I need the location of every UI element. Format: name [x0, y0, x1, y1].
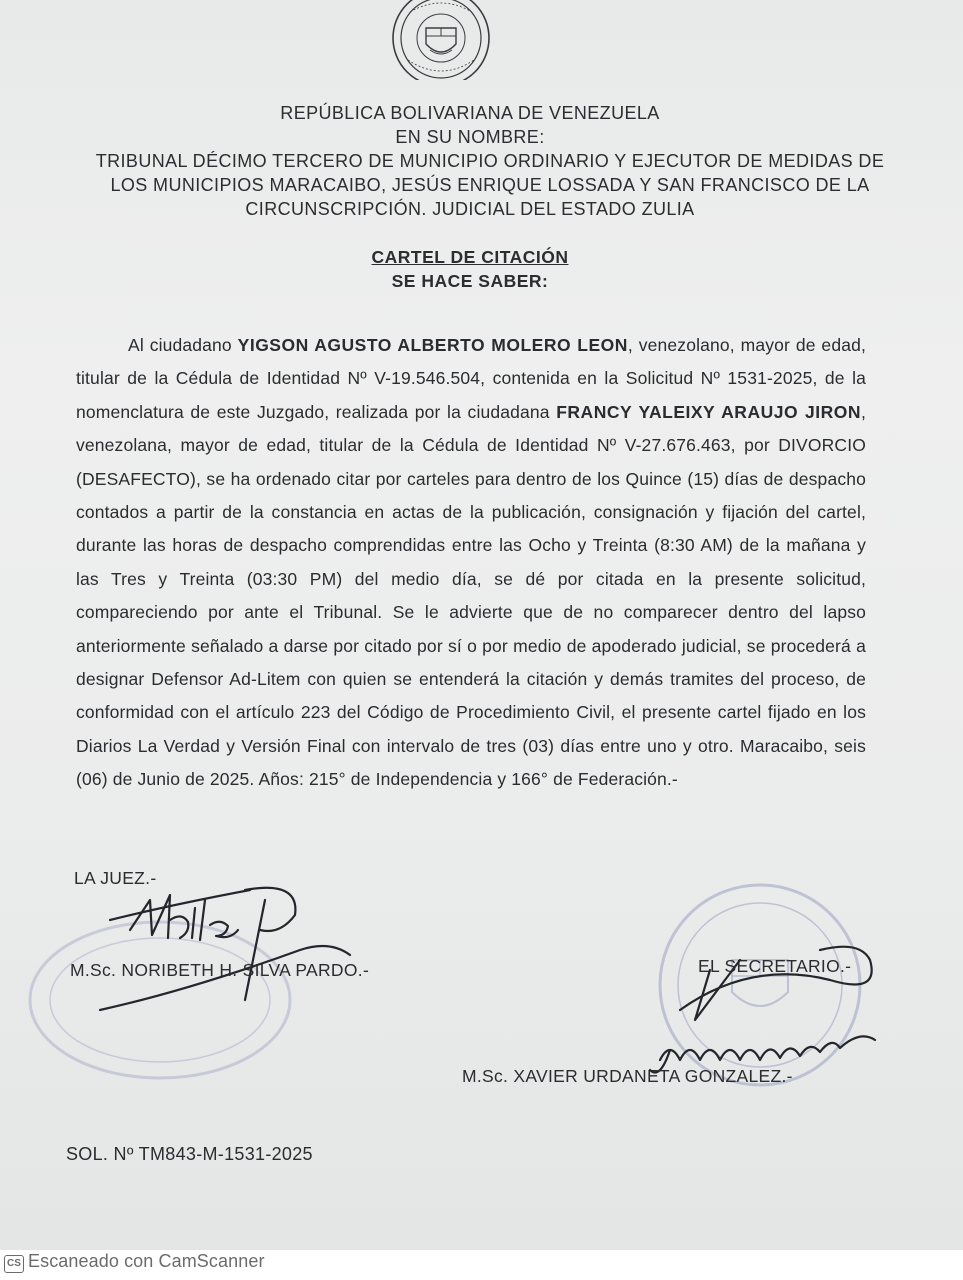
judge-signature-icon: [70, 860, 370, 1030]
body-text-part3: , venezolana, mayor de edad, titular de la Cédula de Identidad Nº V-27.676.463, por DIVORCIO (DESAFECTO), se ha ordenado citar por carteles para dentro de los Quince (15) días de despacho contados a partir de la constancia en actas de la publicación, consignación y fijación del cartel, durante las horas de despacho comprendidas entre las Ocho y Treinta (8:30 AM) de la mañana y las Tres y Treinta (03:30 PM) del medio día, se dé por citada en la presente solicitud, compareciendo por ante el Tribunal. Se le advierte que de no comparecer dentro del lapso anteriormente señalado a darse por citado por sí o por medio de apoderado judicial, se procederá a designar Defensor Ad-Litem con quien se entenderá la citación y demás tramites del proceso, de conformidad con el artículo 223 del Código de Procedimiento Civil, el presente cartel fijado en los Diarios La Verdad y Versión Final con intervalo de tres (03) días entre uno y otro. Maracaibo, seis (06) de Junio de 2025. Años: 215° de Independencia y 166° de Federación.-: [76, 401, 866, 790]
header-tribunal-line1: TRIBUNAL DÉCIMO TERCERO DE MUNICIPIO ORDINARIO Y EJECUTOR DE MEDIDAS DE: [95, 151, 885, 171]
petitioner-name: FRANCY YALEIXY ARAUJO JIRON: [556, 401, 861, 422]
secretary-name: M.Sc. XAVIER URDANETA GONZALEZ.-: [462, 1066, 793, 1086]
header-en-su-nombre: EN SU NOMBRE:: [395, 127, 545, 147]
header-tribunal-line2: LOS MUNICIPIOS MARACAIBO, JESÚS ENRIQUE LOSSADA Y SAN FRANCISCO DE LA: [110, 175, 870, 195]
header-country: REPÚBLICA BOLIVARIANA DE VENEZUELA: [280, 103, 660, 123]
solicitud-reference: SOL. Nº TM843-M-1531-2025: [66, 1144, 313, 1164]
citation-body: [76, 329, 866, 797]
body-text-part1: Al ciudadano: [128, 335, 238, 355]
camscanner-logo: CS: [4, 1255, 24, 1273]
document-title: CARTEL DE CITACIÓN: [371, 247, 569, 267]
judge-label: LA JUEZ.-: [74, 868, 157, 888]
secretary-signature-icon: [600, 900, 900, 1100]
header-tribunal-line3: CIRCUNSCRIPCIÓN. JUDICIAL DEL ESTADO ZULIA: [245, 199, 695, 219]
body-text-part2: , venezolano, mayor de edad, titular de la Cédula de Identidad Nº V-19.546.504, contenida en la Solicitud Nº 1531-2025, de la nomenclatura de este Juzgado, realizada por la ciudadana: [76, 335, 866, 422]
respondent-name: YIGSON AGUSTO ALBERTO MOLERO LEON: [237, 335, 628, 355]
tribunal-seal-icon: [390, 0, 492, 80]
scanner-watermark-text: Escaneado con CamScanner: [28, 1251, 265, 1271]
secretary-label: EL SECRETARIO.-: [698, 956, 852, 976]
citation-paragraph: [76, 329, 866, 797]
judge-name: M.Sc. NORIBETH H. SILVA PARDO.-: [70, 960, 370, 980]
document-subtitle: SE HACE SABER:: [391, 271, 549, 291]
